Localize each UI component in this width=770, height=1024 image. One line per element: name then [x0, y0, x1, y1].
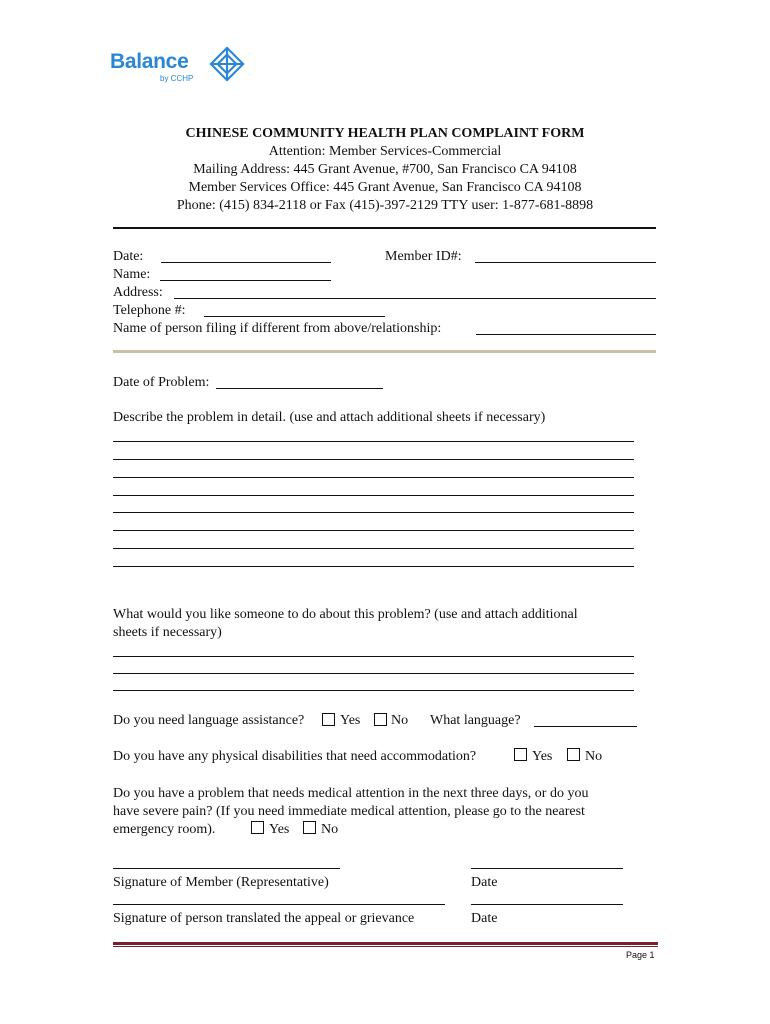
medical-question-end: emergency room). — [113, 822, 216, 837]
resolution-line[interactable] — [113, 690, 634, 691]
telephone-field[interactable] — [204, 316, 385, 317]
language-question: Do you need language assistance? — [113, 713, 305, 728]
medical-question-cont: have severe pain? (If you need immediate medical attention, please go to the nearest — [113, 804, 585, 819]
date-of-problem-field[interactable] — [216, 388, 383, 389]
member-signature-label: Signature of Member (Representative) — [113, 875, 329, 890]
describe-problem-label: Describe the problem in detail. (use and attach additional sheets if necessary) — [113, 410, 546, 425]
describe-line[interactable] — [113, 441, 634, 442]
phone-line: Phone: (415) 834-2118 or Fax (415)-397-2129 TTY user: 1-877-681-8898 — [176, 198, 594, 213]
footer-rule-thin — [113, 946, 658, 947]
date-label: Date: — [113, 249, 144, 264]
page-number: Page 1 — [626, 950, 655, 960]
describe-line[interactable] — [113, 530, 634, 531]
name-label: Name: — [113, 267, 151, 282]
resolution-line[interactable] — [113, 673, 634, 674]
resolution-label-cont: sheets if necessary) — [113, 625, 222, 640]
disability-question: Do you have any physical disabilities that need accommodation? — [113, 749, 477, 764]
member-date-label: Date — [471, 875, 498, 890]
footer-rule — [113, 942, 658, 945]
describe-line[interactable] — [113, 459, 634, 460]
disability-no-label: No — [585, 749, 603, 764]
header-divider — [113, 227, 656, 229]
describe-line[interactable] — [113, 495, 634, 496]
member-date-field[interactable] — [471, 868, 623, 869]
balance-logo-icon — [208, 45, 246, 83]
section-divider — [113, 350, 656, 353]
logo-wordmark: Balance — [110, 50, 189, 73]
translator-signature-field[interactable] — [113, 904, 445, 905]
medical-no-checkbox[interactable] — [303, 821, 316, 834]
language-no-checkbox[interactable] — [374, 713, 387, 726]
describe-line[interactable] — [113, 512, 634, 513]
disability-yes-label: Yes — [532, 749, 553, 764]
translator-signature-label: Signature of person translated the appeal or grievance — [113, 911, 415, 926]
name-field[interactable] — [160, 280, 331, 281]
mailing-address: Mailing Address: 445 Grant Avenue, #700, San Francisco CA 94108 — [193, 162, 577, 177]
language-no-label: No — [391, 713, 409, 728]
address-label: Address: — [113, 285, 163, 300]
medical-question: Do you have a problem that needs medical attention in the next three days, or do you — [113, 786, 589, 801]
describe-line[interactable] — [113, 548, 634, 549]
translator-date-label: Date — [471, 911, 498, 926]
language-yes-label: Yes — [340, 713, 361, 728]
medical-no-label: No — [321, 822, 339, 837]
translator-date-field[interactable] — [471, 904, 623, 905]
disability-no-checkbox[interactable] — [567, 748, 580, 761]
what-language-label: What language? — [430, 713, 521, 728]
resolution-line[interactable] — [113, 656, 634, 657]
member-signature-field[interactable] — [113, 868, 340, 869]
what-language-field[interactable] — [534, 726, 637, 727]
language-yes-checkbox[interactable] — [322, 713, 335, 726]
person-filing-field[interactable] — [476, 334, 656, 335]
medical-yes-label: Yes — [269, 822, 290, 837]
attention-line: Attention: Member Services-Commercial — [268, 144, 502, 159]
member-id-field[interactable] — [475, 262, 656, 263]
office-address: Member Services Office: 445 Grant Avenue, San Francisco CA 94108 — [188, 180, 582, 195]
logo-byline: by CCHP — [160, 74, 194, 83]
member-id-label: Member ID#: — [385, 249, 462, 264]
date-of-problem-label: Date of Problem: — [113, 375, 210, 390]
resolution-label: What would you like someone to do about this problem? (use and attach additional — [113, 607, 578, 622]
telephone-label: Telephone #: — [113, 303, 186, 318]
address-field[interactable] — [174, 298, 656, 299]
form-title: CHINESE COMMUNITY HEALTH PLAN COMPLAINT FORM — [185, 126, 585, 141]
medical-yes-checkbox[interactable] — [251, 821, 264, 834]
describe-line[interactable] — [113, 477, 634, 478]
person-filing-label: Name of person filing if different from above/relationship: — [113, 321, 442, 336]
disability-yes-checkbox[interactable] — [514, 748, 527, 761]
date-field[interactable] — [161, 262, 331, 263]
describe-line[interactable] — [113, 566, 634, 567]
